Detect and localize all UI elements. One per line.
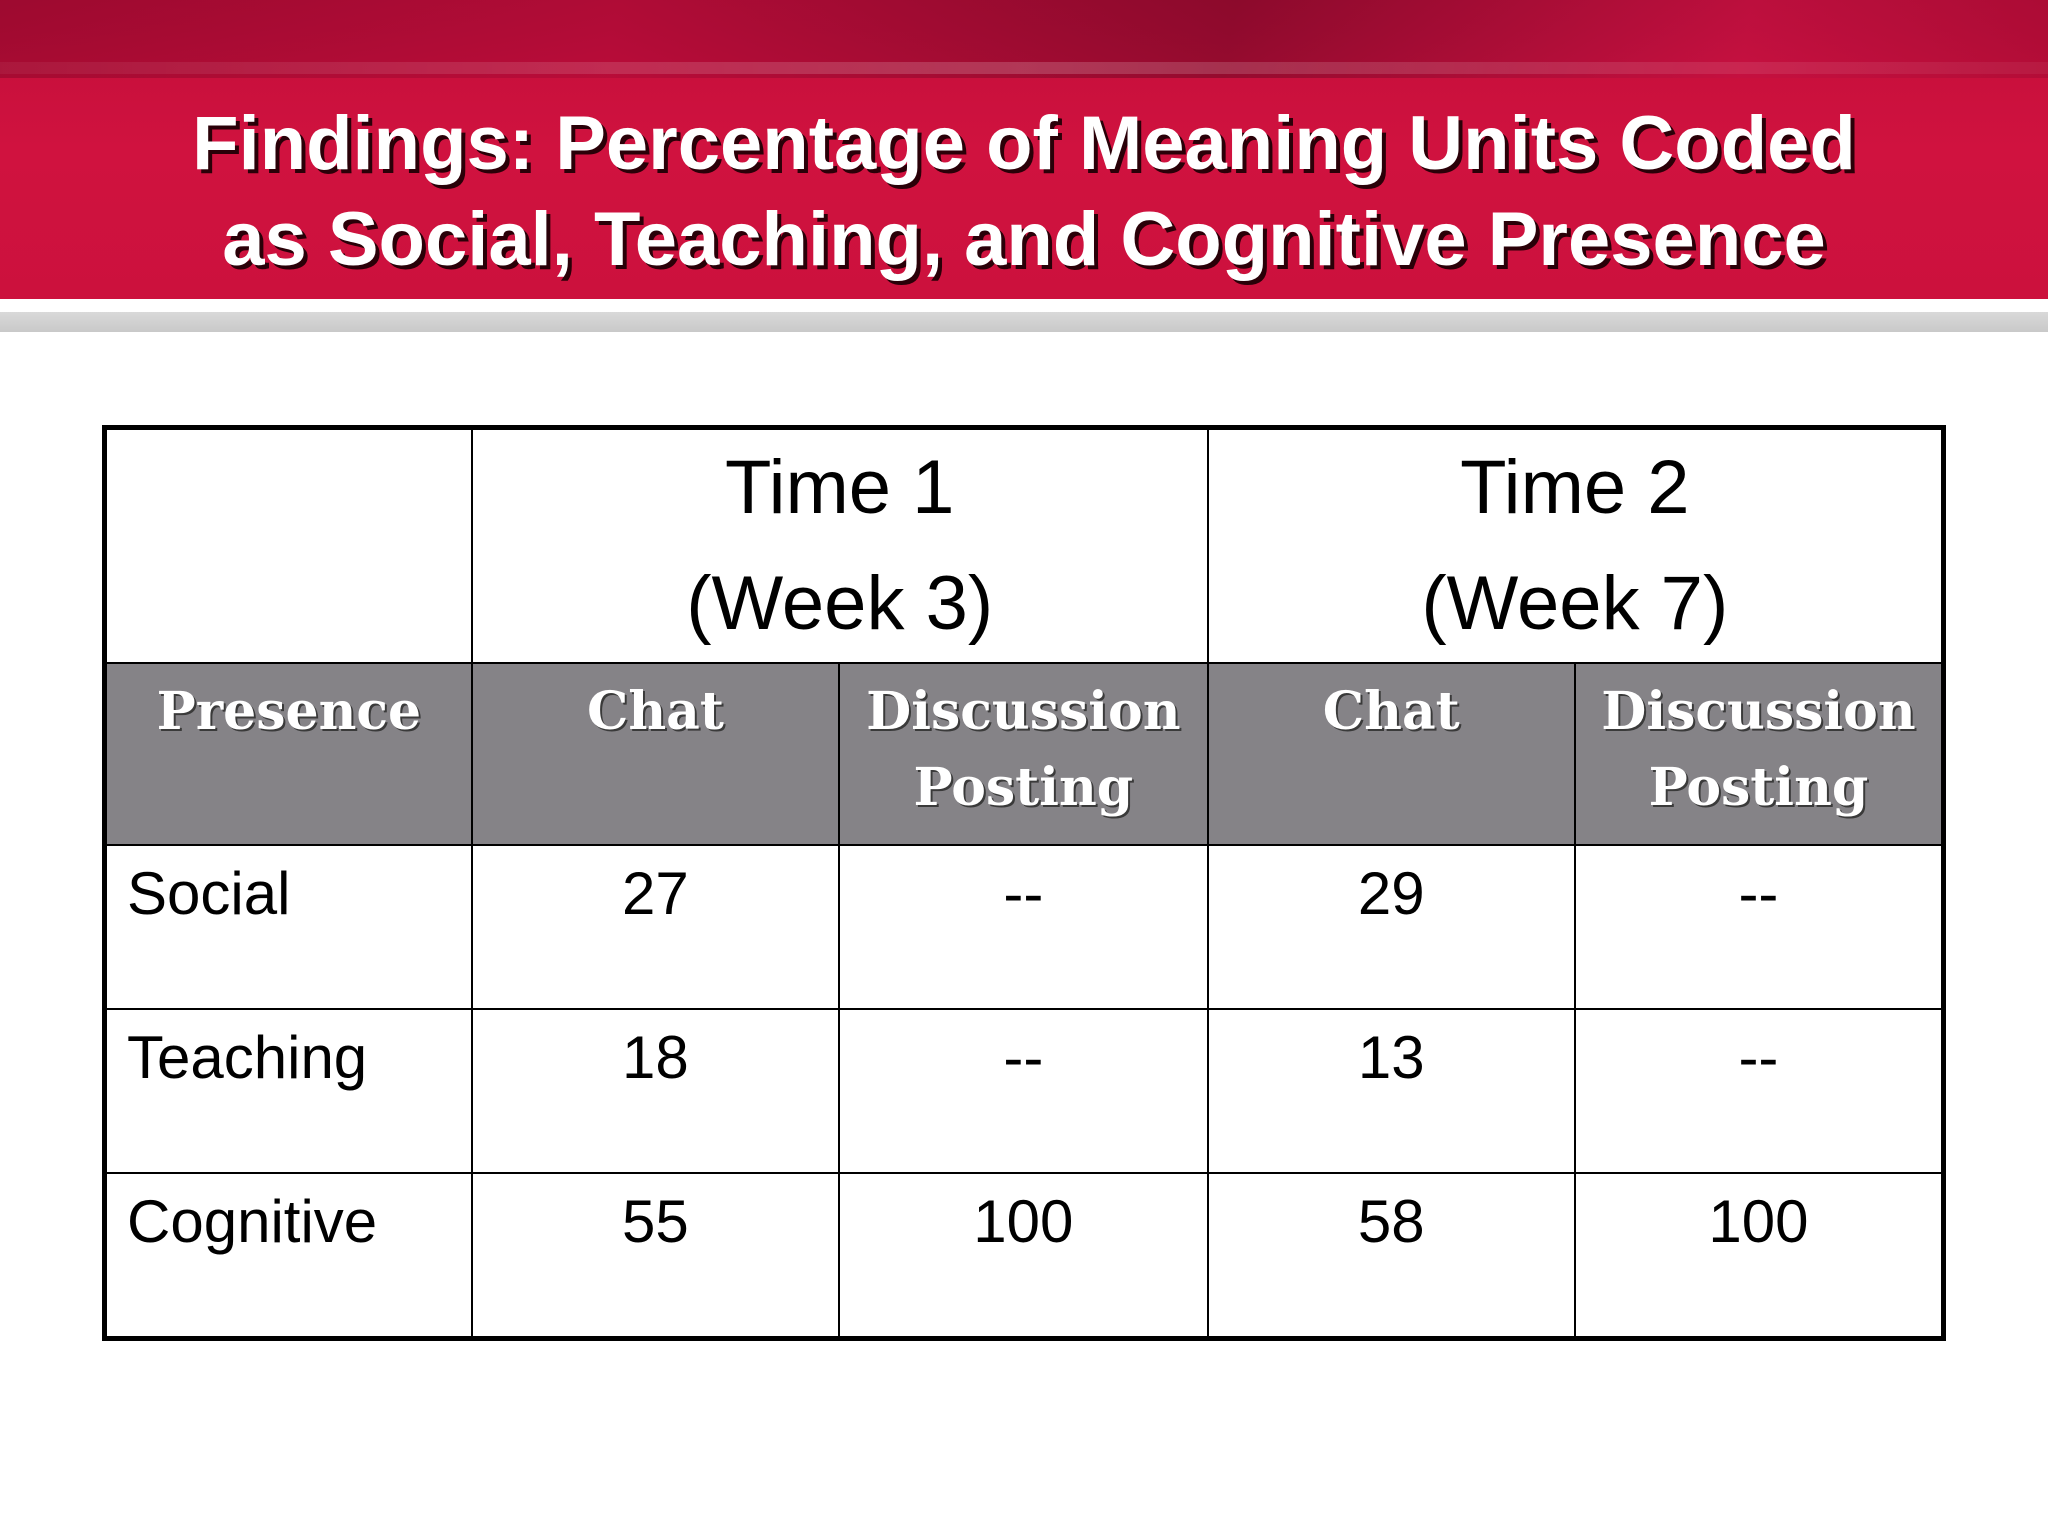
- cell-time-1-chat: 18: [472, 1009, 839, 1173]
- table-row-cognitive: [105, 1173, 1944, 1339]
- table-row-teaching: [105, 1009, 1944, 1173]
- empty-corner-cell: [105, 428, 472, 664]
- period-time-2-week: (Week 7): [1421, 561, 1729, 646]
- period-time-1: [472, 428, 1208, 664]
- cell-time-2-discussion: 100: [1575, 1173, 1944, 1339]
- slide-title-line1: Findings: Percentage of Meaning Units Coded: [192, 101, 1856, 186]
- cell-time-2-chat: 13: [1208, 1009, 1575, 1173]
- header-presence: Presence: [105, 663, 472, 845]
- row-label: Cognitive: [105, 1173, 472, 1339]
- cell-time-1-discussion: 100: [839, 1173, 1208, 1339]
- findings-table: [102, 425, 1946, 1341]
- cell-time-1-chat: 55: [472, 1173, 839, 1339]
- title-underline: [0, 299, 2048, 305]
- title-divider: [0, 312, 2048, 332]
- slide-title-line2: as Social, Teaching, and Cognitive Presence: [222, 197, 1826, 282]
- period-time-1-week: (Week 3): [686, 561, 994, 646]
- cell-time-2-discussion: --: [1575, 1009, 1944, 1173]
- cell-time-1-discussion: --: [839, 845, 1208, 1009]
- header-time-2-chat: Chat: [1208, 663, 1575, 845]
- header-time-1-chat: Chat: [472, 663, 839, 845]
- period-time-2: [1208, 428, 1944, 664]
- table-row-social: [105, 845, 1944, 1009]
- cell-time-2-discussion: --: [1575, 845, 1944, 1009]
- cell-time-1-discussion: --: [839, 1009, 1208, 1173]
- cell-time-2-chat: 29: [1208, 845, 1575, 1009]
- period-time-1-label: Time 1: [724, 445, 955, 530]
- header-time-2-discussion: Discussion Posting: [1575, 663, 1944, 845]
- period-header-row: [105, 428, 1944, 664]
- period-time-2-label: Time 2: [1460, 445, 1690, 530]
- row-label: Teaching: [105, 1009, 472, 1173]
- cell-time-2-chat: 58: [1208, 1173, 1575, 1339]
- row-label: Social: [105, 845, 472, 1009]
- column-header-row: [105, 663, 1944, 845]
- title-band-streak: [0, 62, 2048, 74]
- cell-time-1-chat: 27: [472, 845, 839, 1009]
- header-time-1-discussion: Discussion Posting: [839, 663, 1208, 845]
- slide-title: [60, 96, 1988, 288]
